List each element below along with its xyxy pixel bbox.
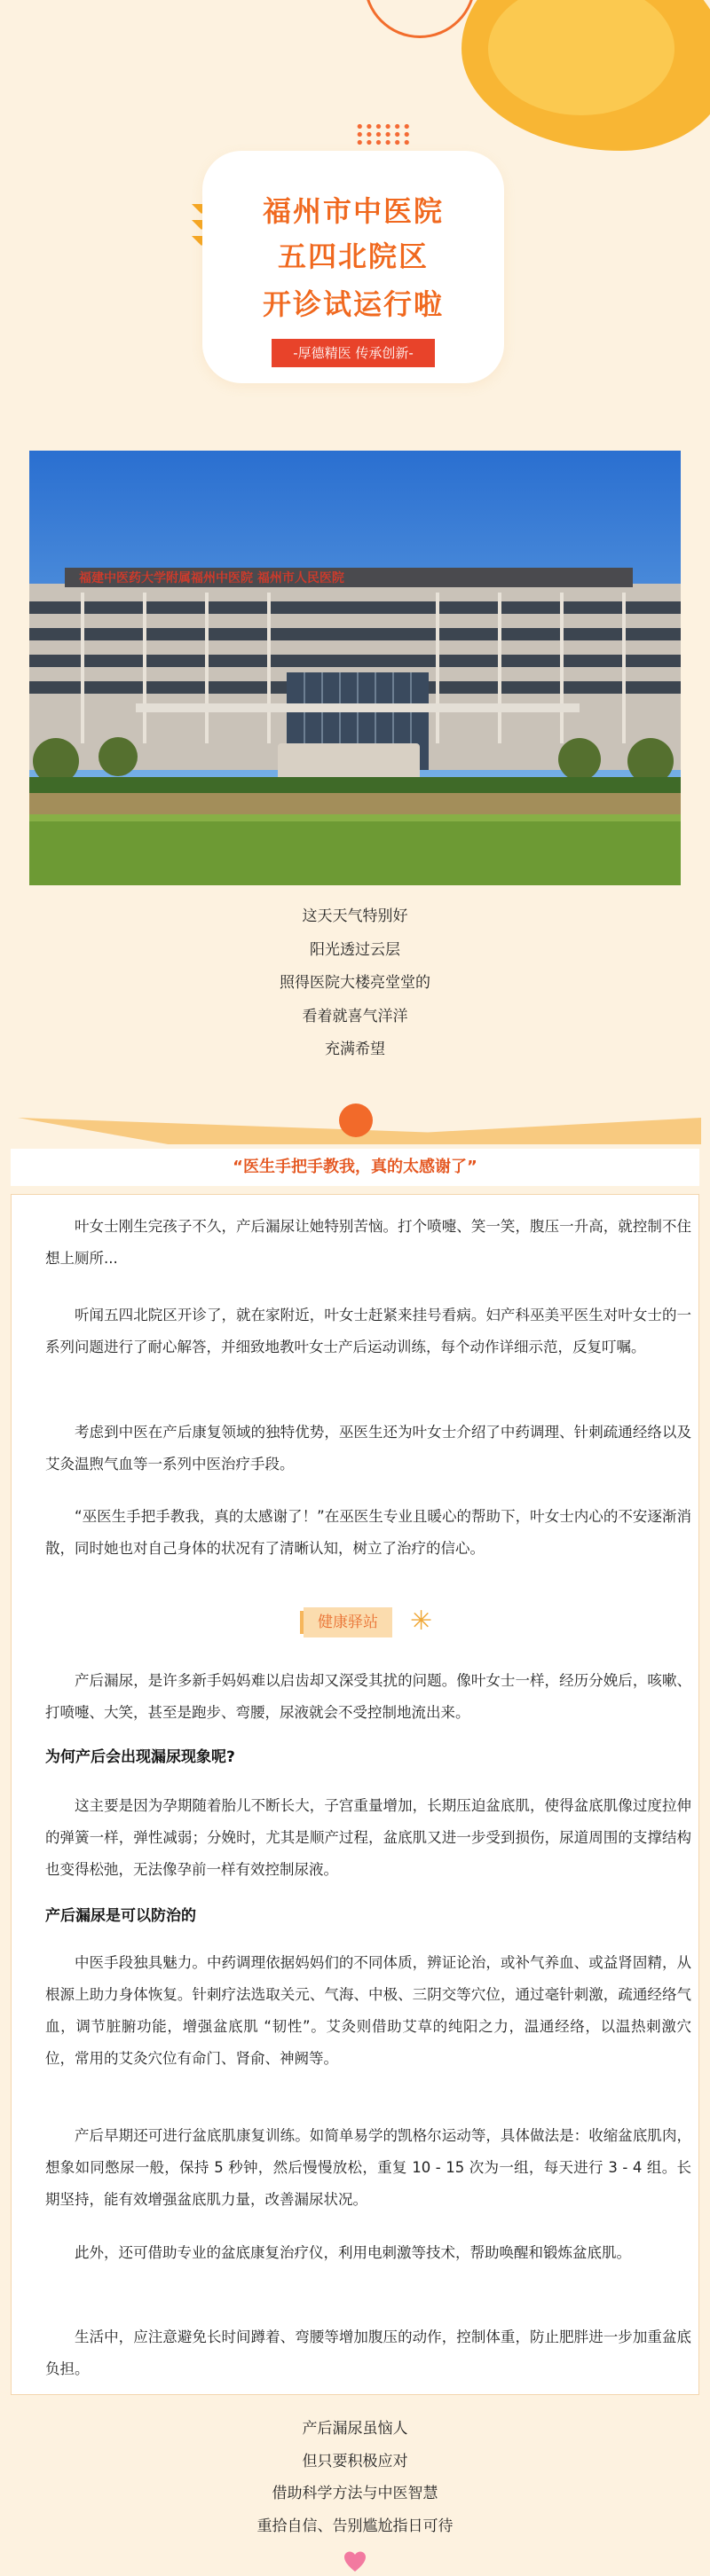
poem-line: 阳光透过云层 [310, 940, 400, 959]
tagline-badge: -厚德精医 传承创新- [272, 339, 435, 367]
title-opening: 开诊试运行啦 [262, 287, 444, 321]
story-paragraph: 叶女士刚生完孩子不久，产后漏尿让她特别苦恼。打个喷嚏、笑一笑，腹压一升高，就控制不住想上厕所... [45, 1218, 691, 1267]
intro-poem [0, 900, 710, 1067]
health-paragraph: 中医手段独具魅力。中药调理依据妈妈们的不同体质，辨证论治，或补气养血、或益肾固精，从根源上助力身体恢复。针刺疗法选取关元、气海、中极、三阴交等穴位，通过毫针刺激，疏通经络气血，调节脏腑功能，增强盆底肌 “韧性”。艾灸则借助艾草的纯阳之力，温通经络，以温热刺激穴位，常用的艾灸穴位有命门、肾俞、神阙等。 [45, 1954, 691, 2067]
hospital-building-photo [29, 451, 681, 885]
health-paragraph: 这主要是因为孕期随着胎儿不断长大，子宫重量增加，长期压迫盆底肌，使得盆底肌像过度拉伸的弹簧一样，弹性减弱；分娩时，尤其是顺产过程，盆底肌又进一步受到损伤，尿道周围的支撑结构也变得松弛，无法像孕前一样有效控制尿液。 [45, 1797, 691, 1878]
building-sign: 福建中医药大学附属福州中医院 福州市人民医院 [79, 571, 344, 585]
title-card [202, 151, 504, 383]
health-subheading: 为何产后会出现漏尿现象呢? [45, 1748, 235, 1766]
title-campus: 五四北院区 [277, 240, 429, 273]
title-hospital: 福州市中医院 [262, 194, 444, 228]
poem-line: 照得医院大楼亮堂堂的 [280, 974, 430, 992]
health-paragraph: 产后漏尿，是许多新手妈妈难以启齿却又深受其扰的问题。像叶女士一样，经历分娩后，咳嗽、打喷嚏、大笑，甚至是跑步、弯腰，尿液就会不受控制地流出来。 [45, 1672, 691, 1721]
poem-line: 看着就喜气洋洋 [302, 1007, 408, 1025]
poem-line: 充满希望 [325, 1041, 385, 1058]
heart-icon [343, 2549, 367, 2574]
health-subheading: 产后漏尿是可以防治的 [45, 1907, 196, 1925]
poem-line: 这天天气特别好 [302, 907, 408, 925]
poem-line: 但只要积极应对 [302, 2452, 408, 2470]
health-paragraph: 此外，还可借助专业的盆底康复治疗仪，利用电刺激等技术，帮助唤醒和锻炼盆底肌。 [75, 2244, 631, 2261]
story-paragraph: 考虑到中医在产后康复领域的独特优势，巫医生还为叶女士介绍了中药调理、针刺疏通经络以及艾灸温煦气血等一系列中医治疗手段。 [45, 1424, 691, 1473]
decorative-arc [364, 0, 476, 38]
decorative-circle [339, 1103, 373, 1137]
health-paragraph: 生活中，应注意避免长时间蹲着、弯腰等增加腹压的动作，控制体重，防止肥胖进一步加重盆底负担。 [45, 2329, 691, 2377]
sparkle-icon: ✳ [410, 1606, 433, 1637]
story-paragraph: 听闻五四北院区开诊了，就在家附近，叶女士赶紧来挂号看病。妇产科巫美平医生对叶女士的一系列问题进行了耐心解答，并细致地教叶女士产后运动训练，每个动作详细示范，反复叮嘱。 [45, 1307, 691, 1355]
decorative-dots [355, 122, 412, 145]
quote-banner: “医生手把手教我，真的太感谢了” [11, 1149, 699, 1186]
poem-line: 产后漏尿虽恼人 [302, 2420, 408, 2438]
health-paragraph: 产后早期还可进行盆底肌康复训练。如简单易学的凯格尔运动等，具体做法是：收缩盆底肌肉，想象如同憋尿一般，保持 5 秒钟，然后慢慢放松，重复 10 - 15 次为一组，每天进行 3 - 4 组。长期坚持，能有效增强盆底肌力量，改善漏尿状况。 [45, 2127, 691, 2208]
poem-line: 重拾自信、告别尴尬指日可待 [256, 2517, 454, 2535]
closing-poem [0, 2413, 710, 2542]
story-paragraph: “巫医生手把手教我，真的太感谢了！”在巫医生专业且暖心的帮助下，叶女士内心的不安逐渐消散，同时她也对自己身体的状况有了清晰认知，树立了治疗的信心。 [45, 1508, 691, 1557]
section-label-health: 健康驿站 [304, 1607, 392, 1637]
poem-line: 借助科学方法与中医智慧 [272, 2485, 438, 2502]
